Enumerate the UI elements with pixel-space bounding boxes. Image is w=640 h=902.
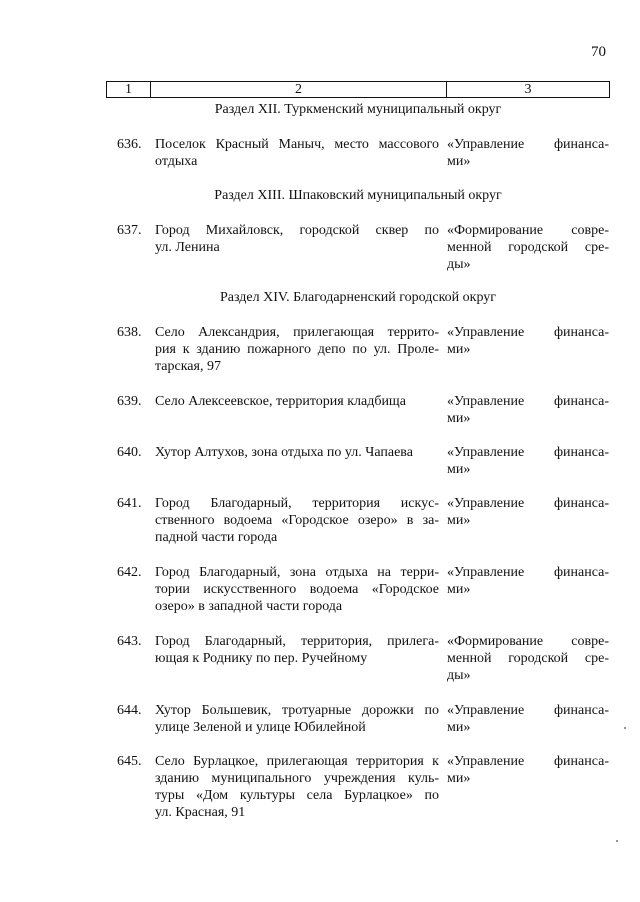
row-number: 645.	[117, 754, 142, 769]
row-program	[447, 222, 609, 273]
row-number: 640.	[117, 445, 142, 460]
row-description	[155, 393, 439, 410]
row-number: 637.	[117, 223, 142, 238]
program-line: «Управление финанса-	[447, 394, 609, 409]
program-line: «Управление финанса-	[447, 496, 609, 511]
section-title-xiii: Раздел XIII. Шпаковский муниципальный округ	[214, 188, 502, 203]
section-title-xiv: Раздел XIV. Благодарненский городской округ	[219, 290, 497, 305]
program-line: «Формирование совре-	[447, 634, 609, 649]
desc-line: Село Бурлацкое, прилегающая территория к	[155, 754, 439, 769]
row-number: 641.	[117, 496, 142, 511]
program-line: менной городской сре-	[447, 240, 609, 255]
row-program	[447, 495, 609, 529]
row-description	[155, 444, 439, 461]
row-program	[447, 136, 609, 170]
desc-line: Хутор Большевик, тротуарные дорожки по	[155, 703, 439, 718]
desc-line: отдыха	[155, 154, 198, 169]
row-program	[447, 633, 609, 684]
program-line: ми»	[447, 582, 471, 597]
program-line: ды»	[447, 257, 471, 272]
program-line: «Управление финанса-	[447, 754, 609, 769]
row-program	[447, 444, 609, 478]
desc-line: рия к зданию пожарного депо по ул. Проле-	[155, 342, 439, 357]
desc-line: Город Благодарный, зона отдыха на терри-	[155, 565, 439, 580]
row-program	[447, 564, 609, 598]
page-number: 70	[591, 44, 606, 60]
desc-line: зданию муниципального учреждения куль-	[155, 771, 439, 786]
row-description	[155, 702, 439, 736]
desc-line: тарская, 97	[155, 359, 221, 374]
program-line: «Управление финанса-	[447, 325, 609, 340]
row-number: 644.	[117, 703, 142, 718]
desc-line: Город Благодарный, территория искус-	[155, 496, 439, 511]
row-number: 642.	[117, 565, 142, 580]
desc-line: ющая к Роднику по пер. Ручейному	[155, 651, 368, 666]
row-description	[155, 495, 439, 546]
program-line: «Управление финанса-	[447, 703, 609, 718]
row-description	[155, 753, 439, 821]
desc-line: ственного водоема «Городское озеро» в за-	[155, 513, 439, 528]
column-header-2: 2	[150, 82, 446, 97]
row-number: 643.	[117, 634, 142, 649]
program-line: ды»	[447, 668, 471, 683]
row-description	[155, 564, 439, 615]
program-line: «Управление финанса-	[447, 565, 609, 580]
scan-speck	[616, 840, 618, 842]
row-description	[155, 222, 439, 256]
row-program	[447, 393, 609, 427]
desc-line: ул. Ленина	[155, 240, 220, 255]
desc-line: улице Зеленой и улице Юбилейной	[155, 720, 366, 735]
row-description	[155, 136, 439, 170]
column-header-table	[106, 81, 610, 98]
desc-line: Село Александрия, прилегающая террито-	[155, 325, 439, 340]
program-line: ми»	[447, 771, 471, 786]
row-number: 638.	[117, 325, 142, 340]
column-header-3: 3	[446, 82, 609, 97]
row-number: 639.	[117, 394, 142, 409]
row-number: 636.	[117, 137, 142, 152]
program-line: «Управление финанса-	[447, 137, 609, 152]
desc-line: Город Михайловск, городской сквер по	[155, 223, 439, 238]
column-header-1: 1	[125, 81, 132, 97]
desc-line: Город Благодарный, территория, прилега-	[155, 634, 439, 649]
program-line: ми»	[447, 154, 471, 169]
section-title-xii: Раздел XII. Туркменский муниципальный округ	[214, 102, 502, 117]
program-line: менной городской сре-	[447, 651, 609, 666]
desc-line: ул. Красная, 91	[155, 805, 246, 820]
desc-line: озеро» в западной части города	[155, 599, 343, 614]
program-line: ми»	[447, 462, 471, 477]
program-line: «Формирование совре-	[447, 223, 609, 238]
desc-line: тории искусственного водоема «Городское	[155, 582, 439, 597]
row-description	[155, 633, 439, 667]
row-program	[447, 753, 609, 787]
program-line: ми»	[447, 411, 471, 426]
program-line: «Управление финанса-	[447, 445, 609, 460]
desc-line: Поселок Красный Маныч, место массового	[155, 137, 439, 152]
scan-speck	[624, 727, 626, 729]
desc-line: Хутор Алтухов, зона отдыха по ул. Чапаева	[155, 445, 413, 460]
desc-line: туры «Дом культуры села Бурлацкое» по	[155, 788, 439, 803]
row-description	[155, 324, 439, 375]
desc-line: падной части города	[155, 530, 278, 545]
row-program	[447, 702, 609, 736]
program-line: ми»	[447, 720, 471, 735]
desc-line: Село Алексеевское, территория кладбища	[155, 394, 406, 409]
row-program	[447, 324, 609, 358]
program-line: ми»	[447, 513, 471, 528]
program-line: ми»	[447, 342, 471, 357]
